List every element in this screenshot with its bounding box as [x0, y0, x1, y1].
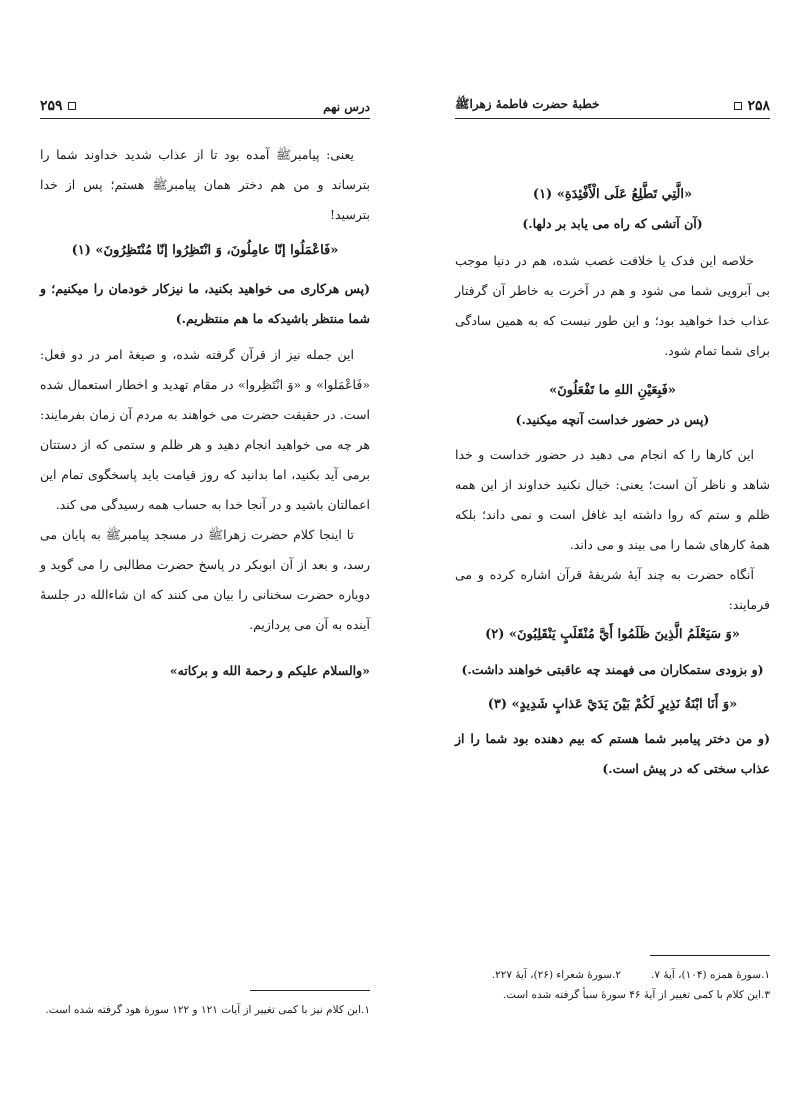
verse-translation: (آن آتشی که راه می یابد بر دلها.) — [522, 216, 703, 231]
right-page-body — [455, 180, 770, 784]
page-number-text: ۲۵۸ — [747, 98, 770, 114]
quran-verse: «وَ سَيَعْلَمُ الَّذِينَ ظَلَمُوا أَيَّ مُنْقَلَبٍ يَنْقَلِبُونَ» (۲) — [485, 627, 740, 642]
footnote-rule — [250, 990, 370, 991]
closing-salutation: «والسلام علیکم و رحمة الله و برکاته» — [169, 663, 370, 678]
page-number-text: ۲۵۹ — [40, 98, 63, 114]
paragraph: این جمله نیز از قرآن گرفته شده، و صیغهٔ امر در دو فعل: «فَاعْمَلوا» و «وَ انْتَظِروا» در مقام تهدید و اخطار استعمال شده است. در حقیقت حضرت می خواهند به مردم آن زمان بفرمایند: هر چه می خواهید انجام دهید و هر ظلم و ستمی که از دستتان برمی آید بکنید، اما بدانید که روز قیامت باید پاسخگوی تمام این اعمالتان باشید و در آنجا خدا به حساب همه رسیدگی می کند. — [40, 347, 370, 512]
verse-translation: (و من دختر پیامبر شما هستم که بیم دهنده بود شما را از عذاب سختی که در پیش است.) — [455, 731, 770, 776]
paragraph: یعنی: پیامبرﷺ آمده بود تا از عذاب شدید خداوند شما را بترساند و من هم دختر همان پیامبرﷺ هستم؛ پس از خدا بترسید! — [40, 147, 370, 222]
footnote: ۱.سورهٔ همزه (۱۰۴)، آیهٔ ۷. — [651, 969, 770, 981]
page-number — [734, 98, 770, 114]
footnote: ۱.این کلام نیز با کمی تغییر از آیات ۱۲۱ و ۱۲۲ سورهٔ هود گرفته شده است. — [45, 1004, 370, 1016]
footnote: ۳.این کلام با کمی تغییر از آیهٔ ۴۶ سورهٔ سبأ گرفته شده است. — [502, 989, 770, 1001]
left-page-body — [40, 140, 370, 686]
quran-verse: «الَّتِي تَطَّلِعُ عَلَى الْأَفْئِدَةِ» (۱) — [532, 187, 693, 202]
page-number — [40, 98, 76, 114]
paragraph: آنگاه حضرت به چند آیهٔ شریفهٔ قرآن اشاره کرده و می فرمایند: — [455, 567, 770, 612]
footnote: ۲.سورهٔ شعراء (۲۶)، آیهٔ ۲۲۷. — [491, 969, 621, 981]
verse-translation: (و بزودی ستمکاران می فهمند چه عاقبتی خواهند داشت.) — [461, 662, 764, 677]
paragraph: خلاصه این فدک یا خلافت غصب شده، هم در دنیا موجب بی آبرویی شما می شود و هم در آخرت به خاطر آن گرفتار عذاب خدا خواهید بود؛ و این طور نیست که به همین سادگی برای شما تمام شود. — [455, 253, 770, 358]
quran-verse: «وَ أَنَا ابْنَةُ نَذِيرٍ لَكُمْ بَيْنَ يَدَيْ عَذابٍ شَدِيدٍ» (۳) — [487, 697, 738, 712]
right-page — [455, 0, 770, 1100]
quran-verse: «فَبِعَيْنِ اللهِ ما تَفْعَلُونَ» — [549, 383, 676, 398]
left-page-header — [40, 88, 370, 119]
running-title: خطبهٔ حضرت فاطمهٔ زهراﷺ — [455, 97, 600, 111]
footnote-row — [455, 965, 770, 985]
footnote-rule — [650, 955, 770, 956]
left-page — [40, 0, 370, 1100]
square-bullet-icon — [68, 102, 76, 110]
paragraph: تا اینجا کلام حضرت زهراﷺ در مسجد پیامبرﷺ به پایان می رسد، و بعد از آن ابوبکر در پاسخ حضرت مطالبی را می گوید و دوباره حضرت سخنانی را بیان می کنند که ان شاءالله در جلسهٔ آینده به آن می پردازیم. — [40, 527, 370, 632]
right-page-header — [455, 88, 770, 119]
paragraph: این کارها را که انجام می دهید در حضور خداست و خدا شاهد و ناظر آن است؛ یعنی: خیال نکنید خداوند از این همه ظلم و ستم که روا داشته اید غافل است و نمی داند؛ بلکه همهٔ کارهای شما را می بیند و می داند. — [455, 447, 770, 552]
verse-translation: (پس هرکاری می خواهید بکنید، ما نیزکار خودمان را میکنیم؛ و شما منتظر باشیدکه ما هم منتظریم.) — [40, 281, 370, 326]
square-bullet-icon — [734, 102, 742, 110]
footnotes — [40, 1000, 370, 1020]
quran-verse: «فَاعْمَلُوا إنّا عامِلُونَ، وَ انْتَظِرُوا إنّا مُنْتَظِرُونَ» (۱) — [71, 243, 339, 258]
footnotes — [455, 965, 770, 1005]
verse-translation: (پس در حضور خداست آنچه میکنید.) — [515, 412, 710, 427]
running-title: درس نهم — [323, 100, 370, 114]
